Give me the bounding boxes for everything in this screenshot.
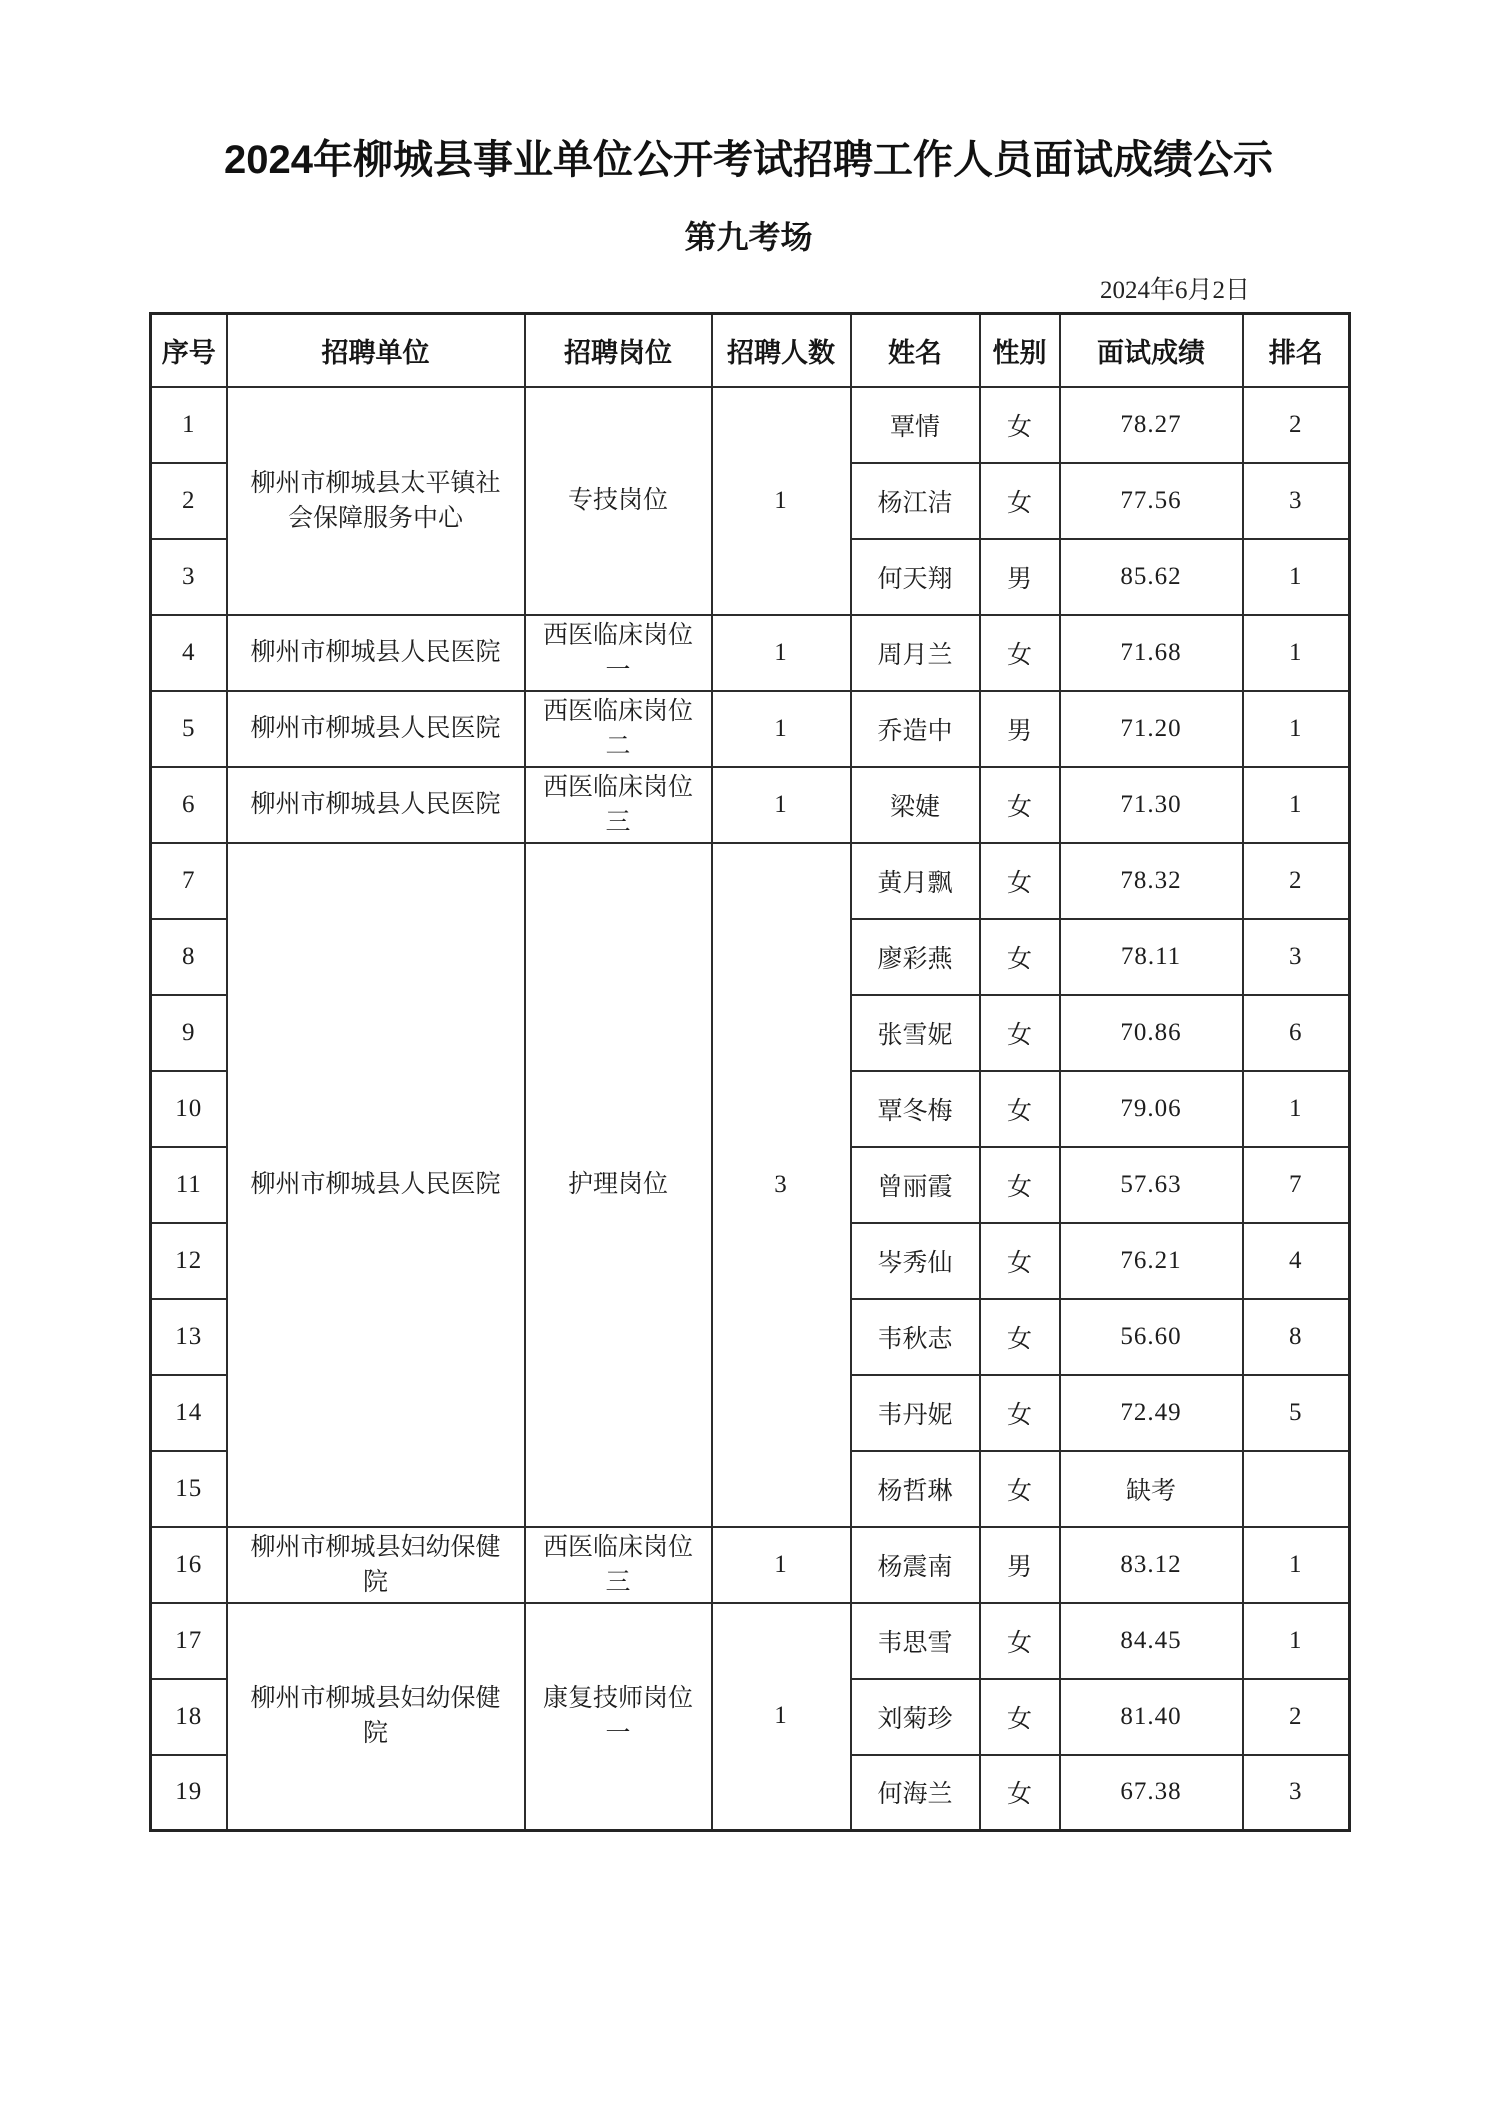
unit-cell [227,1603,525,1831]
gender-cell: 女 [980,463,1060,539]
position-text: 护理岗位 [567,1171,668,1198]
seq-cell: 4 [151,615,227,691]
rank-cell: 1 [1243,1527,1350,1603]
document-page [149,0,1348,1832]
position-text: 专技岗位 [567,487,668,514]
name-cell: 杨震南 [851,1527,980,1603]
rank-cell: 5 [1243,1375,1350,1451]
seq-cell: 1 [151,387,227,463]
col-header-score: 面试成绩 [1060,314,1243,387]
gender-cell: 男 [980,691,1060,767]
position-text: 西医临床岗位二 [542,697,693,760]
name-cell: 曾丽霞 [851,1147,980,1223]
count-cell: 1 [712,615,851,691]
col-header-unit: 招聘单位 [227,314,525,387]
page-title: 2024年柳城县事业单位公开考试招聘工作人员面试成绩公示 [224,138,1273,182]
seq-cell: 8 [151,919,227,995]
gender-cell: 女 [980,615,1060,691]
score-cell: 70.86 [1060,995,1243,1071]
gender-cell: 女 [980,843,1060,919]
rank-cell: 2 [1243,1679,1350,1755]
table-row [151,615,1350,691]
rank-cell: 1 [1243,1603,1350,1679]
name-cell: 韦思雪 [851,1603,980,1679]
score-cell: 76.21 [1060,1223,1243,1299]
name-cell: 何海兰 [851,1755,980,1831]
score-cell: 71.68 [1060,615,1243,691]
name-cell: 杨江洁 [851,463,980,539]
rank-cell: 7 [1243,1147,1350,1223]
table-row [151,1527,1350,1603]
name-cell: 廖彩燕 [851,919,980,995]
gender-cell: 女 [980,387,1060,463]
rank-cell: 1 [1243,691,1350,767]
name-cell: 岑秀仙 [851,1223,980,1299]
position-cell [525,767,712,843]
name-cell: 覃情 [851,387,980,463]
date-label: 2024年6月2日 [1099,277,1250,304]
col-header-position: 招聘岗位 [525,314,712,387]
seq-cell: 17 [151,1603,227,1679]
score-cell: 57.63 [1060,1147,1243,1223]
rank-cell: 2 [1243,387,1350,463]
page-subtitle: 第九考场 [684,219,813,255]
unit-cell [227,691,525,767]
col-header-count: 招聘人数 [712,314,851,387]
unit-text: 柳州市柳城县人民医院 [250,791,501,818]
count-cell: 3 [712,843,851,1527]
score-cell: 78.11 [1060,919,1243,995]
name-cell: 乔造中 [851,691,980,767]
score-cell: 71.20 [1060,691,1243,767]
gender-cell: 男 [980,539,1060,615]
unit-cell [227,387,525,615]
count-cell: 1 [712,767,851,843]
seq-cell: 11 [151,1147,227,1223]
score-cell: 79.06 [1060,1071,1243,1147]
position-cell [525,691,712,767]
rank-cell: 1 [1243,767,1350,843]
name-cell: 韦秋志 [851,1299,980,1375]
seq-cell: 3 [151,539,227,615]
score-cell: 56.60 [1060,1299,1243,1375]
unit-cell [227,615,525,691]
score-cell: 72.49 [1060,1375,1243,1451]
seq-cell: 13 [151,1299,227,1375]
rank-cell: 1 [1243,539,1350,615]
position-text: 西医临床岗位三 [542,773,693,836]
rank-cell: 1 [1243,615,1350,691]
rank-cell: 8 [1243,1299,1350,1375]
count-cell: 1 [712,691,851,767]
rank-cell [1243,1451,1350,1527]
name-cell: 覃冬梅 [851,1071,980,1147]
col-header-gender: 性别 [980,314,1060,387]
gender-cell: 女 [980,1679,1060,1755]
name-cell: 梁婕 [851,767,980,843]
rank-cell: 3 [1243,463,1350,539]
col-header-seq: 序号 [151,314,227,387]
table-row [151,843,1350,919]
score-cell: 78.32 [1060,843,1243,919]
gender-cell: 男 [980,1527,1060,1603]
position-cell [525,1603,712,1831]
position-text: 康复技师岗位一 [542,1685,693,1748]
position-cell [525,1527,712,1603]
name-cell: 黄月飘 [851,843,980,919]
rank-cell: 1 [1243,1071,1350,1147]
col-header-rank: 排名 [1243,314,1350,387]
unit-text: 柳州市柳城县人民医院 [250,639,501,666]
unit-text: 柳州市柳城县妇幼保健院 [250,1685,501,1748]
table-row [151,1603,1350,1679]
gender-cell: 女 [980,1071,1060,1147]
score-cell: 85.62 [1060,539,1243,615]
gender-cell: 女 [980,1147,1060,1223]
gender-cell: 女 [980,1223,1060,1299]
seq-cell: 5 [151,691,227,767]
seq-cell: 14 [151,1375,227,1451]
seq-cell: 7 [151,843,227,919]
seq-cell: 2 [151,463,227,539]
name-cell: 周月兰 [851,615,980,691]
position-cell [525,615,712,691]
seq-cell: 16 [151,1527,227,1603]
score-cell: 67.38 [1060,1755,1243,1831]
rank-cell: 3 [1243,919,1350,995]
name-cell: 杨哲琳 [851,1451,980,1527]
header-row [151,314,1350,387]
seq-cell: 19 [151,1755,227,1831]
position-cell [525,387,712,615]
gender-cell: 女 [980,1603,1060,1679]
name-cell: 刘菊珍 [851,1679,980,1755]
score-cell: 81.40 [1060,1679,1243,1755]
score-cell: 78.27 [1060,387,1243,463]
results-table [149,312,1351,1832]
unit-cell [227,843,525,1527]
score-cell: 77.56 [1060,463,1243,539]
rank-cell: 4 [1243,1223,1350,1299]
name-cell: 张雪妮 [851,995,980,1071]
gender-cell: 女 [980,1299,1060,1375]
score-cell: 71.30 [1060,767,1243,843]
rank-cell: 2 [1243,843,1350,919]
table-row [151,387,1350,463]
seq-cell: 12 [151,1223,227,1299]
table-row [151,691,1350,767]
count-cell: 1 [712,1527,851,1603]
gender-cell: 女 [980,1375,1060,1451]
unit-text: 柳州市柳城县太平镇社会保障服务中心 [250,469,501,532]
count-cell: 1 [712,1603,851,1831]
seq-cell: 10 [151,1071,227,1147]
position-text: 西医临床岗位三 [542,1533,693,1596]
seq-cell: 15 [151,1451,227,1527]
seq-cell: 18 [151,1679,227,1755]
unit-cell [227,1527,525,1603]
unit-text: 柳州市柳城县人民医院 [250,715,501,742]
seq-cell: 9 [151,995,227,1071]
rank-cell: 6 [1243,995,1350,1071]
col-header-name: 姓名 [851,314,980,387]
rank-cell: 3 [1243,1755,1350,1831]
score-cell: 83.12 [1060,1527,1243,1603]
position-text: 西医临床岗位一 [542,621,693,684]
gender-cell: 女 [980,995,1060,1071]
gender-cell: 女 [980,919,1060,995]
unit-text: 柳州市柳城县妇幼保健院 [250,1533,501,1596]
unit-text: 柳州市柳城县人民医院 [250,1171,501,1198]
count-cell: 1 [712,387,851,615]
score-cell: 缺考 [1060,1451,1243,1527]
gender-cell: 女 [980,1451,1060,1527]
seq-cell: 6 [151,767,227,843]
gender-cell: 女 [980,767,1060,843]
name-cell: 何天翔 [851,539,980,615]
name-cell: 韦丹妮 [851,1375,980,1451]
score-cell: 84.45 [1060,1603,1243,1679]
unit-cell [227,767,525,843]
gender-cell: 女 [980,1755,1060,1831]
position-cell [525,843,712,1527]
table-row [151,767,1350,843]
